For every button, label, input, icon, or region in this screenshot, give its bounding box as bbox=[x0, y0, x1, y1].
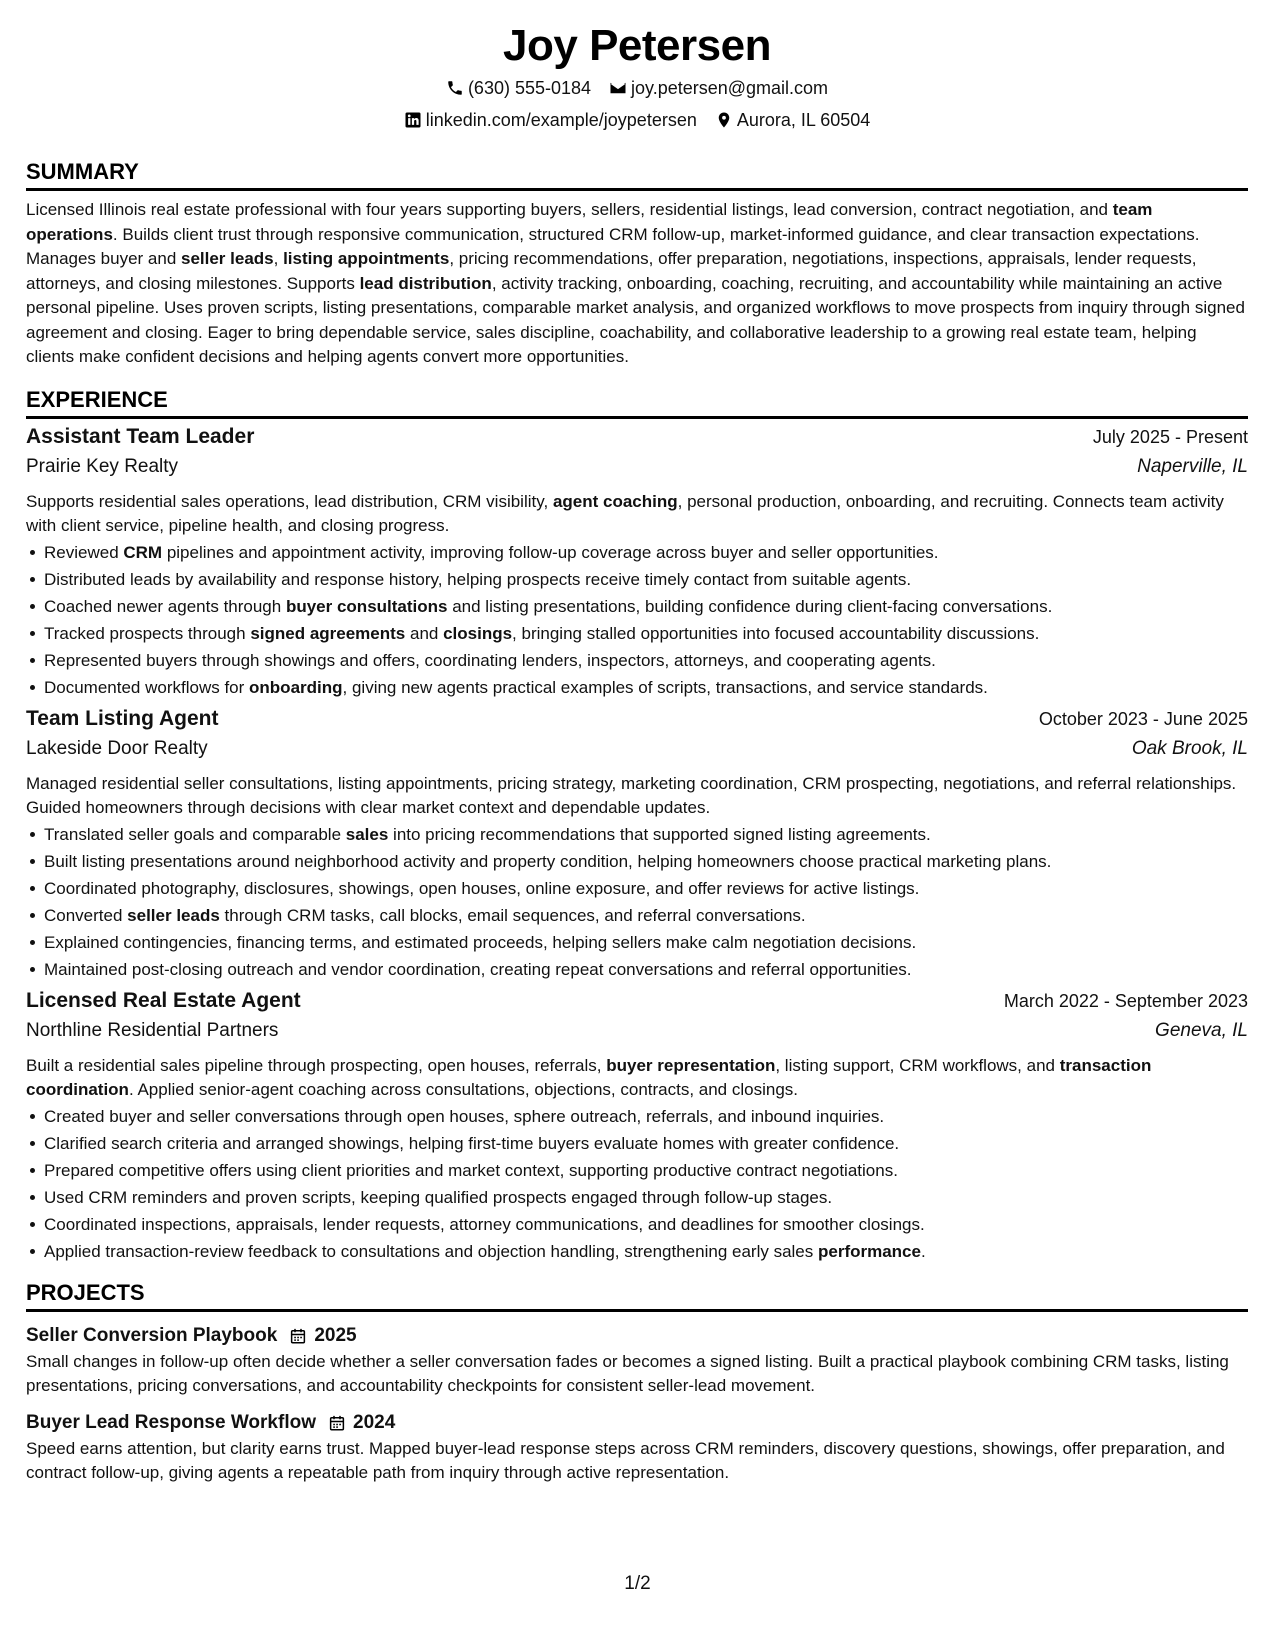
job-title: Assistant Team Leader bbox=[26, 424, 255, 448]
job-subheader bbox=[26, 456, 1248, 487]
text-segment: Explained contingencies, financing terms, and estimated proceeds, helping sellers make calm negotiation decisions. bbox=[44, 932, 917, 952]
text-segment: Built listing presentations around neighborhood activity and property condition, helping homeowners choose practical marketing plans. bbox=[44, 851, 1052, 871]
bold-keyword: onboarding bbox=[249, 677, 343, 697]
bold-keyword: transaction coordination bbox=[26, 1055, 1152, 1099]
bullet-item bbox=[26, 1238, 1248, 1265]
text-segment: pipelines and appointment activity, improving follow-up coverage across buyer and seller opportunities. bbox=[162, 542, 939, 562]
page-number: 1/2 bbox=[624, 1573, 651, 1594]
text-segment: , listing support, CRM workflows, and bbox=[775, 1055, 1060, 1075]
job-description bbox=[26, 1054, 1248, 1103]
bold-keyword: performance bbox=[817, 1241, 921, 1261]
phone-text: (630) 555-0184 bbox=[467, 78, 592, 98]
project-header bbox=[26, 1409, 1248, 1437]
text-segment: Applied transaction-review feedback to consultations and objection handling, strengthening early sales bbox=[44, 1241, 818, 1261]
bold-keyword: team operations bbox=[26, 200, 1153, 244]
text-segment: , bbox=[273, 249, 284, 268]
job-dates: October 2023 - June 2025 bbox=[1038, 708, 1248, 729]
job-company: Prairie Key Realty bbox=[26, 455, 179, 477]
contact-row-1 bbox=[26, 72, 1248, 104]
phone-icon bbox=[446, 79, 464, 97]
section-title-projects: PROJECTS bbox=[26, 1279, 1248, 1312]
text-segment: Reviewed bbox=[44, 542, 124, 562]
text-segment: , activity tracking, onboarding, coaching, recruiting, and accountability while maintaining an active personal pipeline. Uses proven scripts, listing presentations, comparable market analysis, and organized workflows to move prospects from inquiry through signed agreement and closing. Eager to bring dependable service, sales discipline, coachability, and collaborative leadership to a growing real estate team, helping clients make confident decisions and helping agents convert more opportunities. bbox=[26, 273, 1245, 366]
job-entry bbox=[26, 989, 1248, 1265]
summary-text bbox=[26, 198, 1248, 370]
text-segment: Coordinated photography, disclosures, showings, open houses, online exposure, and offer reviews for active listings. bbox=[44, 878, 920, 898]
job-location: Oak Brook, IL bbox=[1131, 737, 1248, 759]
bold-keyword: seller leads bbox=[181, 249, 274, 268]
bullet-item bbox=[26, 566, 1248, 593]
text-segment: Coordinated inspections, appraisals, lender requests, attorney communications, and deadlines for smoother closings. bbox=[44, 1214, 925, 1234]
text-segment: Distributed leads by availability and response history, helping prospects receive timely contact from suitable agents. bbox=[44, 569, 912, 589]
job-description bbox=[26, 490, 1248, 539]
bullet-item bbox=[26, 1211, 1248, 1238]
bullet-item bbox=[26, 647, 1248, 674]
job-title: Team Listing Agent bbox=[26, 706, 219, 730]
bullet-item bbox=[26, 929, 1248, 956]
bold-keyword: CRM bbox=[123, 542, 163, 562]
job-location: Naperville, IL bbox=[1137, 455, 1248, 477]
bullet-item bbox=[26, 1157, 1248, 1184]
job-dates: March 2022 - September 2023 bbox=[1003, 990, 1248, 1011]
bold-keyword: listing appointments bbox=[283, 249, 450, 268]
text-segment: , pricing recommendations, offer preparation, negotiations, inspections, appraisals, lender requests, attorneys, and closing milestones. Supports bbox=[26, 249, 1197, 293]
project-year: 2024 bbox=[353, 1411, 396, 1433]
bullet-item bbox=[26, 1184, 1248, 1211]
bullet-item bbox=[26, 848, 1248, 875]
bold-keyword: buyer representation bbox=[606, 1055, 776, 1075]
project-entry bbox=[26, 1322, 1248, 1399]
summary-section bbox=[26, 158, 1248, 370]
location-text: Aurora, IL 60504 bbox=[736, 110, 871, 130]
linkedin-icon bbox=[404, 111, 422, 129]
job-location: Geneva, IL bbox=[1155, 1019, 1248, 1041]
text-segment: , personal production, onboarding, and recruiting. Connects team activity with client service, pipeline health, and closing progress. bbox=[26, 491, 1224, 535]
contact-phone bbox=[446, 76, 591, 100]
contact-linkedin[interactable] bbox=[404, 108, 697, 132]
calendar-icon bbox=[328, 1414, 346, 1432]
job-dates: July 2025 - Present bbox=[1092, 426, 1248, 447]
text-segment: , giving new agents practical examples of scripts, transactions, and service standards. bbox=[342, 677, 988, 697]
contact-location bbox=[715, 108, 870, 132]
bold-keyword: seller leads bbox=[127, 905, 220, 925]
bullet-item bbox=[26, 875, 1248, 902]
experience-section bbox=[26, 386, 1248, 1265]
bullet-item bbox=[26, 1130, 1248, 1157]
bold-keyword: lead distribution bbox=[359, 273, 492, 293]
text-segment: , bringing stalled opportunities into focused accountability discussions. bbox=[512, 623, 1040, 643]
contact-row-2 bbox=[26, 104, 1248, 136]
email-link[interactable]: joy.petersen@gmail.com bbox=[631, 78, 829, 98]
bullet-item bbox=[26, 821, 1248, 848]
bullet-item bbox=[26, 1103, 1248, 1130]
text-segment: Used CRM reminders and proven scripts, keeping qualified prospects engaged through follow-up stages. bbox=[44, 1187, 833, 1207]
bold-keyword: buyer consultations bbox=[285, 596, 448, 616]
text-segment: . Applied senior-agent coaching across consultations, objections, contracts, and closings. bbox=[128, 1080, 799, 1099]
job-header bbox=[26, 425, 1248, 456]
bullet-item bbox=[26, 902, 1248, 929]
job-header bbox=[26, 989, 1248, 1020]
bullet-item bbox=[26, 956, 1248, 983]
text-segment: . bbox=[920, 1241, 926, 1261]
project-year: 2025 bbox=[314, 1324, 357, 1346]
job-entry bbox=[26, 707, 1248, 983]
project-name: Seller Conversion Playbook bbox=[26, 1324, 278, 1346]
map-pin-icon bbox=[715, 111, 733, 129]
bullet-item bbox=[26, 620, 1248, 647]
project-description: Small changes in follow-up often decide whether a seller conversation fades or becomes a signed listing. Built a practical playbook combining CRM tasks, listing presentations, pricing conversations, and accountability checkpoints for consistent seller-lead movement. bbox=[26, 1351, 1229, 1395]
text-segment: Clarified search criteria and arranged showings, helping first-time buyers evaluate homes with greater confidence. bbox=[44, 1133, 900, 1153]
text-segment: Created buyer and seller conversations through open houses, sphere outreach, referrals, and inbound inquiries. bbox=[44, 1106, 885, 1126]
text-segment: through CRM tasks, call blocks, email sequences, and referral conversations. bbox=[219, 905, 806, 925]
text-segment: Translated seller goals and comparable bbox=[44, 824, 346, 844]
job-bullet-list bbox=[26, 1103, 1248, 1265]
text-segment: Coached newer agents through bbox=[44, 596, 286, 616]
bold-keyword: sales bbox=[345, 824, 389, 844]
bold-keyword: signed agreements bbox=[250, 623, 406, 643]
job-company: Northline Residential Partners bbox=[26, 1019, 279, 1041]
text-segment: Tracked prospects through bbox=[44, 623, 251, 643]
job-entry bbox=[26, 425, 1248, 701]
text-segment: . Builds client trust through responsive communication, structured CRM follow-up, market-informed guidance, and clear transaction expectations. Manages buyer and bbox=[26, 224, 1200, 268]
text-segment: Managed residential seller consultations, listing appointments, pricing strategy, marketing coordination, CRM prospecting, negotiations, and referral relationships. Guided homeowners through decisions with clear market context and dependable updates. bbox=[26, 773, 1237, 817]
text-segment: Licensed Illinois real estate professional with four years supporting buyers, sellers, residential listings, lead conversion, contract negotiation, and bbox=[26, 200, 1113, 219]
job-bullet-list bbox=[26, 539, 1248, 701]
job-description bbox=[26, 772, 1248, 821]
linkedin-link[interactable]: linkedin.com/example/joypetersen bbox=[425, 110, 697, 130]
contact-email[interactable] bbox=[609, 76, 828, 100]
project-description: Speed earns attention, but clarity earns trust. Mapped buyer-lead response steps across CRM reminders, discovery questions, showings, offer preparation, and contract follow-up, giving agents a repeatable path from inquiry through active representation. bbox=[26, 1438, 1225, 1482]
section-title-experience: EXPERIENCE bbox=[26, 386, 1248, 419]
bullet-item bbox=[26, 539, 1248, 566]
job-company: Lakeside Door Realty bbox=[26, 737, 208, 759]
bullet-item bbox=[26, 593, 1248, 620]
text-segment: Converted bbox=[44, 905, 128, 925]
project-header bbox=[26, 1322, 1248, 1350]
text-segment: and bbox=[405, 623, 444, 643]
job-bullet-list bbox=[26, 821, 1248, 983]
job-subheader bbox=[26, 1020, 1248, 1051]
bold-keyword: agent coaching bbox=[552, 491, 678, 511]
text-segment: Documented workflows for bbox=[44, 677, 250, 697]
text-segment: Supports residential sales operations, lead distribution, CRM visibility, bbox=[26, 491, 553, 511]
job-title: Licensed Real Estate Agent bbox=[26, 988, 301, 1012]
calendar-icon bbox=[289, 1327, 307, 1345]
text-segment: Maintained post-closing outreach and vendor coordination, creating repeat conversations and referral opportunities. bbox=[44, 959, 912, 979]
projects-section bbox=[26, 1279, 1248, 1486]
project-entry bbox=[26, 1409, 1248, 1486]
project-name: Buyer Lead Response Workflow bbox=[26, 1411, 316, 1433]
text-segment: Prepared competitive offers using client priorities and market context, supporting productive contract negotiations. bbox=[44, 1160, 898, 1180]
section-title-summary: SUMMARY bbox=[26, 158, 1248, 191]
resume-header bbox=[26, 20, 1248, 136]
text-segment: Built a residential sales pipeline through prospecting, open houses, referrals, bbox=[26, 1055, 607, 1075]
job-subheader bbox=[26, 738, 1248, 769]
envelope-icon bbox=[609, 79, 627, 97]
text-segment: and listing presentations, building confidence during client-facing conversations. bbox=[447, 596, 1053, 616]
job-header bbox=[26, 707, 1248, 738]
text-segment: into pricing recommendations that supported signed listing agreements. bbox=[388, 824, 931, 844]
bold-keyword: closings bbox=[443, 623, 513, 643]
candidate-name: Joy Petersen bbox=[503, 21, 771, 70]
bullet-item bbox=[26, 674, 1248, 701]
text-segment: Represented buyers through showings and offers, coordinating lenders, inspectors, attorneys, and cooperating agents. bbox=[44, 650, 936, 670]
